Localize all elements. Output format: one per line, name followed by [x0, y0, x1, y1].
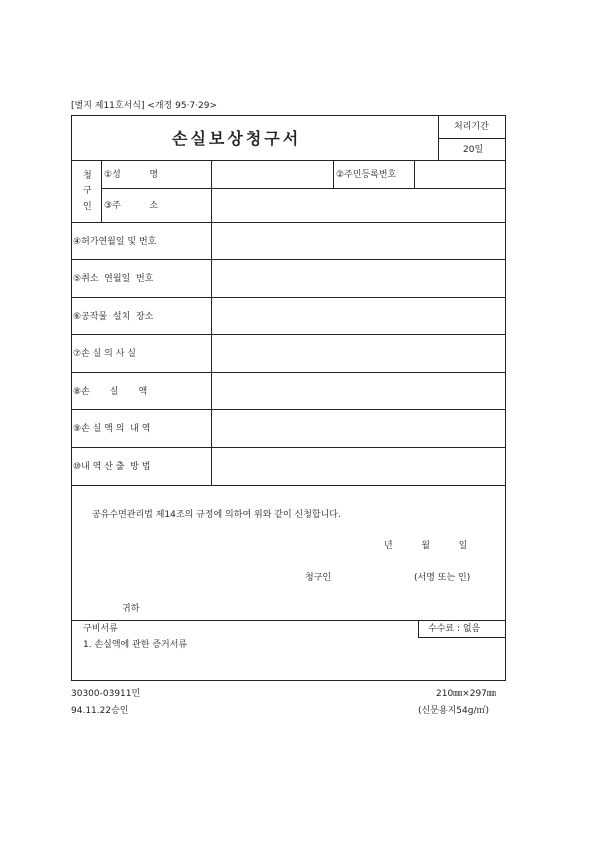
row-label: ⑩내 역 산 출 방 법 [73, 462, 151, 472]
divider [71, 222, 506, 223]
loss-fact-field[interactable] [213, 336, 504, 370]
form-number: [별지 제11호서식] <개정 95·7·29> [71, 101, 218, 111]
divider [71, 160, 506, 161]
address-field[interactable] [213, 190, 504, 220]
required-docs-label: 구비서류 [83, 624, 118, 634]
row-label: ⑨손 실 액 의 내 역 [73, 424, 151, 434]
divider [438, 138, 506, 139]
paper-type: (신문용지54g/㎡) [418, 706, 489, 716]
divider [101, 160, 102, 222]
permit-date-field[interactable] [213, 224, 504, 258]
divider [414, 160, 415, 188]
statement-text: 공유수면관리법 제14조의 규정에 의하여 위와 같이 신청합니다. [92, 510, 341, 520]
fee-label: 수수료 : 없음 [428, 624, 481, 634]
name-label: ①성 명 [104, 170, 159, 180]
calculation-method-field[interactable] [213, 449, 504, 483]
divider [71, 447, 506, 448]
row-label: ⑦손 실 의 사 실 [73, 349, 136, 359]
recipient-label: 귀하 [122, 604, 140, 614]
divider [211, 160, 212, 456]
signature-hint: (서명 또는 인) [414, 573, 471, 583]
required-doc-item: 1. 손실액에 관한 증거서류 [83, 640, 188, 650]
divider [71, 409, 506, 410]
divider [418, 637, 506, 638]
row-label: ⑥공작물 설치 장소 [73, 312, 154, 322]
address-label: ③주 소 [104, 201, 159, 211]
signature-field[interactable] [340, 568, 410, 586]
processing-period-label: 처리기간 [454, 122, 489, 132]
row-label: ④허가연월일 및 번호 [73, 237, 157, 247]
divider [71, 334, 506, 335]
name-field[interactable] [213, 162, 331, 186]
date-line: 년 월 일 [384, 541, 468, 551]
divider [71, 372, 506, 373]
divider [418, 620, 419, 638]
divider [71, 259, 506, 260]
loss-details-field[interactable] [213, 411, 504, 445]
loss-amount-field[interactable] [213, 374, 504, 408]
claimant-side-label: 인 [83, 202, 92, 212]
divider [101, 188, 506, 189]
resident-number-field[interactable] [416, 162, 504, 186]
resident-number-label: ②주민등록번호 [336, 170, 397, 180]
paper-size: 210㎜×297㎜ [436, 689, 496, 699]
structure-location-field[interactable] [213, 299, 504, 333]
approval-date: 94.11.22승인 [71, 706, 129, 716]
claimant-side-label: 구 [83, 186, 92, 196]
claimant-side-label: 청 [83, 171, 92, 181]
form-code: 30300-03911민 [71, 689, 141, 699]
divider [71, 297, 506, 298]
form-title: 손실보상청구서 [172, 129, 302, 148]
row-label: ⑧손 실 액 [73, 387, 148, 397]
processing-period-value: 20일 [463, 145, 484, 155]
claimant-sign-label: 청구인 [305, 573, 332, 583]
row-label: ⑤취소 연월일 번호 [73, 274, 154, 284]
divider [211, 447, 212, 485]
divider [71, 485, 506, 486]
divider [333, 160, 334, 188]
divider [71, 620, 506, 621]
cancel-date-field[interactable] [213, 261, 504, 295]
